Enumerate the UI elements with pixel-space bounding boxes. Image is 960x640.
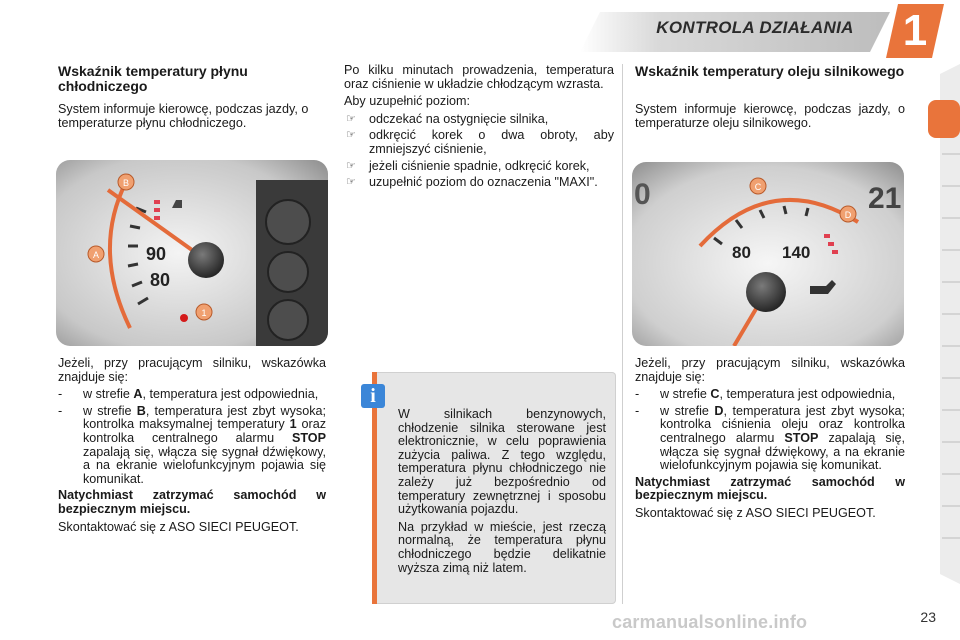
coolant-zone-list xyxy=(58,388,326,486)
gauge-tick-140: 140 xyxy=(782,243,811,262)
list-item: ☞ uzupełnić poziom do oznaczenia "MAXI". xyxy=(346,175,598,190)
gauge-tick-80: 80 xyxy=(150,270,171,290)
oil-body xyxy=(635,357,905,525)
oil-lead: Jeżeli, przy pracującym silniku, wskazówka znajduje się: xyxy=(635,356,905,384)
page-number: 23 xyxy=(920,609,936,625)
refill-lead: Aby uzupełnić poziom: xyxy=(344,94,471,109)
coolant-warning: Natychmiast zatrzymać samochód w bezpiecznym miejscu. xyxy=(58,488,326,516)
info-icon: i xyxy=(361,384,385,408)
info-text xyxy=(398,408,606,579)
list-item: - w strefie C, temperatura jest odpowiednia, xyxy=(635,387,896,402)
active-chapter-tab xyxy=(928,100,960,138)
list-item: ☞ odczekać na ostygnięcie silnika, xyxy=(346,111,549,126)
info-paragraph-2: Na przykład w mieście, jest rzeczą normalną, że temperatura płynu chłodniczego będzie delikatnie wyższa zimą niż latem. xyxy=(398,519,606,575)
oil-contact: Skontaktować się z ASO SIECI PEUGEOT. xyxy=(635,505,876,520)
oil-gauge-illustration xyxy=(632,162,904,346)
zone-a-label: A xyxy=(92,250,100,260)
list-item: - w strefie D, temperatura jest zbyt wysoka; kontrolka ciśnienia oleju oraz kontrolka centralnego alarmu STOP zapalają się, włącza się sygnał dźwiękowy, a na ekranie wielofunkcyjnym pojawia się komunikat. xyxy=(635,403,906,473)
coolant-lead: Jeżeli, przy pracującym silniku, wskazówka znajduje się: xyxy=(58,356,326,384)
chapter-number: 1 xyxy=(902,6,928,55)
coolant-gauge-illustration xyxy=(56,160,328,346)
info-paragraph-1: W silnikach benzynowych, chłodzenie silnika sterowane jest elektronicznie, w celu poprawienia zużycia paliwa. Z tego względu, temperatura płynu chłodniczego nie zależy już bezpośrednio od temperatury zewnętrznej i sposobu użytkowania pojazdu. xyxy=(398,407,606,517)
zone-c-label: C xyxy=(754,182,762,192)
oil-zone-list xyxy=(635,388,905,473)
refill-steps xyxy=(344,113,614,190)
page-title: KONTROLA DZIAŁANIA xyxy=(656,18,854,37)
gauge-tick-90: 90 xyxy=(146,244,167,264)
coolant-contact: Skontaktować się z ASO SIECI PEUGEOT. xyxy=(58,519,299,534)
coolant-section-heading: Wskaźnik temperatury płynu chłodniczego xyxy=(58,63,248,94)
gauge-tick-80: 80 xyxy=(732,243,751,262)
list-item: - w strefie B, temperatura jest zbyt wysoka; kontrolka maksymalnej temperatury 1 oraz kontrolka centralnego alarmu STOP zapalają się, włącza się sygnał dźwiękowy, a na ekranie wielofunkcyjnym pojawia się komunikat. xyxy=(58,403,327,486)
coolant-body xyxy=(58,357,326,538)
list-item: ☞ odkręcić korek o dwa obroty, aby zmniejszyć ciśnienie, xyxy=(346,128,614,156)
oil-warning: Natychmiast zatrzymać samochód w bezpiecznym miejscu. xyxy=(635,474,905,503)
column-divider xyxy=(622,64,623,604)
chapter-tab-strip xyxy=(926,64,960,584)
zone-d-label: D xyxy=(844,210,852,220)
gauge-right-number: 21 xyxy=(868,182,902,215)
watermark: carmanualsonline.info xyxy=(612,612,808,632)
coolant-intro: System informuje kierowcę, podczas jazdy, o temperaturze płynu chłodniczego. xyxy=(58,102,309,130)
oil-intro: System informuje kierowcę, podczas jazdy, o temperaturze oleju silnikowego. xyxy=(635,102,905,130)
oil-section-heading: Wskaźnik temperatury oleju silnikowego xyxy=(635,63,905,79)
list-item: ☞ jeżeli ciśnienie spadnie, odkręcić korek, xyxy=(346,158,590,173)
refill-instructions xyxy=(344,64,614,193)
refill-intro: Po kilku minutach prowadzenia, temperatura oraz ciśnienie w układzie chłodzącym wzrasta. xyxy=(344,63,614,91)
list-item: - w strefie A, temperatura jest odpowiednia, xyxy=(58,387,319,402)
gauge-left-number: 0 xyxy=(634,178,651,211)
marker-1-label: 1 xyxy=(201,308,207,318)
zone-b-label: B xyxy=(122,178,130,188)
